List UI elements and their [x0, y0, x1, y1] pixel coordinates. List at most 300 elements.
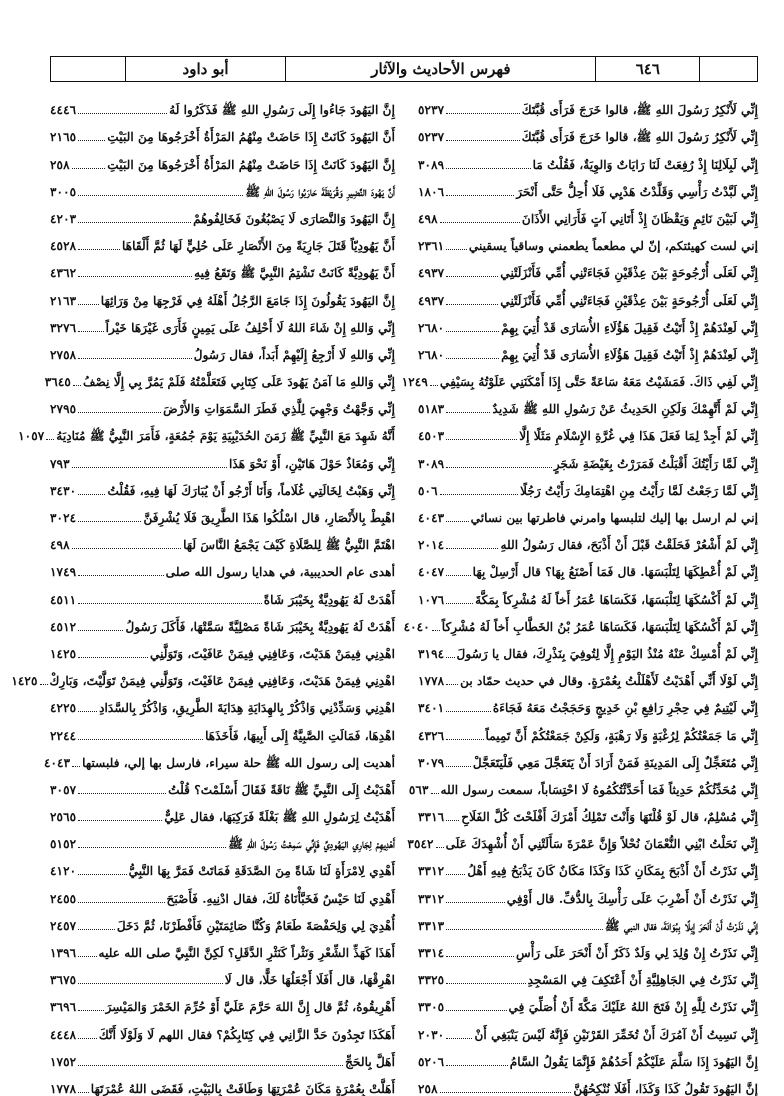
entry-text: أَهْدَيْتُ إِلَى النَّبِيِّ ﷺ نَاقَةً فَقَالَ أَسْلَمْتَ؟ قُلْتُ — [168, 782, 395, 797]
leader-dots — [446, 929, 603, 930]
entry-number: ٥٢٠٦ — [418, 1054, 445, 1069]
leader-dots — [78, 1010, 103, 1011]
entry-text: إني لست كهيئتكم، إنّ لي مطعماً يطعمني وساقياً يسقيني — [468, 239, 758, 254]
leader-dots — [446, 140, 520, 141]
entry-text: أَنَّ يَهُودِيَّةً كَانَتْ تَشْتِمُ النَّبِيَّ ﷺ وَتَقَعُ فِيهِ — [194, 266, 395, 281]
leader-dots — [446, 902, 505, 903]
leader-dots — [78, 657, 148, 658]
index-entry — [418, 226, 758, 253]
leader-dots — [40, 684, 48, 685]
leader-dots — [446, 766, 471, 767]
index-entry — [418, 797, 758, 824]
entry-text: إِنِّي لَمْ أَتَّهِمْكَ وَلَكِنِ الحَدِيثُ عَنْ رَسُولِ اللهِ ﷺ شَدِيدٌ — [492, 402, 758, 417]
leader-dots — [78, 711, 97, 712]
entry-text: إِنِّي لَأَنْكِرُ رَسُولَ اللهِ ﷺ، قالوا خَرَجَ فَرَأَى قُبَّتَكَ — [521, 130, 758, 145]
index-entry — [418, 1042, 758, 1069]
entry-number: ١٧٧٨ — [50, 1081, 77, 1096]
leader-dots — [440, 1092, 572, 1093]
entry-text: إني لم ارسل بها إليك لتلبسها وامرني فاطرتها بين نسائي — [470, 511, 758, 525]
entry-text: إِنِّي لَعِنْدَهُمْ إِذْ أَتَيْتُ فَقِيلَ هَؤُلَاءِ الأُسَارَى قَدْ أُتِيَ بِهِمْ — [501, 320, 758, 335]
entry-text: إِنِّي وَجَّهْتُ وَجْهِيَ لِلَّذِي فَطَرَ السَّمَوَاتِ وَالأَرْضَ — [163, 402, 395, 417]
index-entry — [418, 144, 758, 171]
leader-dots — [78, 739, 203, 740]
entry-number: ٢١٦٣ — [50, 293, 77, 308]
entry-text: إِنِّي لَعَلَى أُرْجُوحَةٍ بَيْنَ عِذْقَيْنِ فَجَاءَتْنِي أُمِّي فَأَنْزَلَتْنِي — [500, 266, 758, 281]
index-entry — [50, 471, 395, 498]
entry-text: اهْدِهَا، فَمَالَتِ الصَّبِيَّةُ إِلَى أَبِيهَا، فَأَخَذَهَا — [205, 728, 395, 743]
leader-dots — [446, 1065, 508, 1066]
entry-text: إِنِّي لَمْ أَكْسُكَهَا لِتَلْبَسَهَا، فَكَسَاهَا عُمَرُ أَخاً لَهُ مُشْرِكاً بِمَكَّةَ — [475, 592, 758, 607]
index-entry — [44, 362, 395, 390]
entry-text: أَهْدَيْتُ لِرَسُولِ اللهِ ﷺ بَغْلَةً فَرَكِبَهَا، فقال عَلِيٌّ — [164, 810, 395, 825]
leader-dots — [446, 168, 530, 169]
index-entry — [50, 906, 395, 933]
leader-dots — [78, 521, 141, 522]
index-entry — [50, 280, 395, 307]
left-column — [11, 90, 395, 1096]
entry-number: ٤٥٠٣ — [418, 429, 445, 444]
index-entry — [18, 416, 395, 444]
entry-text: إِنِّي مُحَدِّثُكُمْ حَدِيثاً فَمَا أَحَدَّثْتُكُمُوهُ لَا احْتِسَاباً، سمعت رسول الله — [440, 782, 758, 797]
index-entry — [418, 579, 758, 606]
entry-number: ٥١٥٢ — [50, 837, 77, 852]
entry-number: ٣١٩٤ — [418, 646, 445, 661]
index-entry — [418, 634, 758, 661]
entry-text: إِنِّي لَمْ أَجِدْ لِمَا فَعَلَ هَذَا فِي غُرَّةِ الإِسْلَامِ مَثَلًا إِلَّا — [519, 429, 758, 444]
leader-dots — [446, 439, 517, 440]
index-entry — [50, 797, 395, 824]
entry-number: ٤٠٤٣ — [418, 511, 445, 525]
entry-number: ٢٧٥٨ — [50, 347, 77, 362]
index-entry — [418, 172, 758, 199]
entry-number: ٢٧٩٥ — [50, 402, 77, 417]
entry-number: ٥٢٣٧ — [418, 103, 445, 118]
entry-text: اهْتَمَّ النَّبِيُّ ﷺ لِلصَّلَاةِ كَيْفَ يَجْمَعُ النَّاسَ لَهَا — [183, 538, 395, 553]
entry-number: ٤٩٣٧ — [418, 293, 445, 308]
entry-number: ٣٣١٣ — [418, 918, 445, 933]
index-entry — [418, 471, 758, 498]
entry-number: ٤٩٣٧ — [418, 266, 445, 281]
entry-text: إِنَّ اليَهُودَ وَالنَّصَارَى لَا يَصْبُغُونَ فَخَالِفُوهُمْ — [193, 211, 395, 226]
index-entry — [50, 90, 395, 117]
index-entry — [50, 987, 395, 1014]
index-entry — [418, 987, 758, 1014]
entry-text: أَهَلَّ بِالحَجِّ — [345, 1054, 395, 1069]
entry-number: ٣٦٩٦ — [50, 1000, 77, 1015]
leader-dots — [78, 276, 192, 277]
entry-number: ٤٩٨ — [418, 211, 438, 226]
entry-text: إِنِّي وَمُعَاذٌ حَوْلَ هَاتَيْنِ، أَوْ نَحْوَ هَذَا — [229, 456, 395, 471]
entry-number: ٧٩٣ — [50, 456, 70, 471]
index-entry — [418, 552, 758, 579]
index-entry — [50, 715, 395, 742]
leader-dots — [446, 1038, 472, 1039]
leader-dots — [78, 575, 163, 576]
index-entry — [50, 607, 395, 634]
entry-number: ٣٦٤٥ — [44, 375, 71, 390]
header-right-margin — [51, 57, 125, 81]
entry-number: ٤٤٤٦ — [50, 103, 77, 118]
entry-text: أَهْرِيقُوهُ، ثُمَّ قال إِنَّ اللهَ حَرَّمَ عَلَيَّ أَوْ حُرِّمَ الخَمْرَ وَالمَيْسِرَ — [105, 1000, 395, 1015]
leader-dots — [446, 521, 468, 522]
leader-dots — [436, 847, 444, 848]
entry-text: أهديت إلى رسول الله ﷺ حلة سيراء، فارسل بها إلي، فلبستها — [82, 755, 395, 770]
leader-dots — [446, 412, 490, 413]
entry-text: إِنِّي نَذَرْتُ أَنْ أَنْحَرَ إِبِلًا بِبُوَانَةَ، فقال النبي ﷺ — [604, 918, 758, 933]
index-entry — [50, 253, 395, 280]
leader-dots — [78, 249, 120, 250]
right-column — [401, 90, 758, 1096]
leader-dots — [78, 494, 105, 495]
leader-dots — [72, 766, 80, 767]
leader-dots — [446, 657, 454, 658]
entry-number: ١٠٧٦ — [418, 592, 445, 607]
entry-number: ٣٠٠٥ — [50, 184, 77, 199]
entry-text: اهْدِنِي وَسَدِّدْنِي وَاذْكُرْ بِالهِدَايَةِ هِدَايَةَ الطَّرِيقِ، وَاذْكُرْ بِالسَّدَادِ — [99, 701, 395, 716]
leader-dots — [78, 820, 162, 821]
entry-number: ٥١٨٣ — [418, 402, 445, 417]
leader-dots — [446, 575, 470, 576]
leader-dots — [446, 983, 525, 984]
index-entry — [418, 851, 758, 878]
entry-text: إِنِّي وَاللهِ مَا آمَنُ يَهُودَ عَلَى كِتَابِي فَتَعَلَّمْتُهُ فَلَمْ يَمُرَّ بِي إِلَّا نِصْفُ — [82, 375, 395, 390]
page-number: ٦٤٦ — [595, 57, 699, 81]
entry-number: ٢٥٦٥ — [50, 810, 77, 825]
entry-number: ٣٣١٦ — [418, 810, 445, 825]
entry-text: أُهْدِيَ لِي وَلِحَفْصَةَ طَعَامٌ وَكُنَّا صَائِمَتَيْنِ فَأَفْطَرْنَا، ثُمَّ دَخَلَ — [116, 918, 395, 933]
entry-number: ٢٠١٤ — [418, 538, 445, 553]
entry-number: ٣٠٨٩ — [418, 157, 445, 172]
entry-text: إِنِّي مَا جَمَعْتُكُمْ لِرُغْبَةٍ وَلَا رَهْبَةٍ، وَلَكِنْ جَمَعْتُكُمْ أَنَّ تَمِيماً — [485, 728, 758, 743]
entry-number: ٤٢٢٥ — [50, 701, 77, 716]
entry-number: ٣٠٥٧ — [50, 782, 77, 797]
index-entry — [418, 1014, 758, 1041]
leader-dots — [73, 385, 81, 386]
leader-dots — [446, 874, 465, 875]
header-left-margin — [699, 57, 757, 81]
entry-text: أَهَكَذَا تَجِدُونَ حَدَّ الزَّانِي فِي كِتَابِكُمْ؟ فقال اللهم لَا وَلَوْلَا أَنَّكَ — [98, 1027, 395, 1042]
entry-number: ٣٢٧٦ — [50, 320, 77, 335]
index-entry — [418, 280, 758, 307]
entry-text: إِنِّي لَمَّا رَجَعْتُ لَمَّا رَأَيْتُ مِنِ اهْتِمَامِكَ رَأَيْتُ رَجُلًا — [520, 483, 758, 498]
leader-dots — [446, 113, 520, 114]
entry-number: ٣٣١٤ — [418, 946, 445, 960]
entry-number: ١٨٠٦ — [418, 184, 445, 199]
entry-number: ٤٣٦٢ — [50, 266, 77, 281]
entry-text: إِنِّي لَعَلَى أُرْجُوحَةٍ بَيْنَ عِذْقَيْنِ فَجَاءَتْنِي أُمِّي فَأَنْزَلَتْنِي — [500, 293, 758, 308]
leader-dots — [78, 222, 191, 223]
leader-dots — [78, 358, 192, 359]
entry-text: إِنِّي لَمْ أُعْطِكَهَا لِتَلْبَسَهَا. قال فَمَا أَصْنَعُ بِهَا؟ قال أَرْسِلْ بِهَا — [472, 565, 758, 580]
entry-text: أَهْدَتْ لَهُ يَهُودِيَّةٌ بِخَيْبَرَ شَاةً مَصْلِيَّةً سَمَّتْهَا، فَأَكَلَ رَسُولُ — [125, 619, 395, 634]
entry-text: إِنَّ اليَهُودَ يَقُولُونَ إِذَا جَامَعَ الرَّجُلُ أَهْلَهُ فِي فَرْجِهَا مِنْ وَرَائِهَا — [100, 293, 395, 308]
index-entry — [418, 90, 758, 117]
entry-text: إِنِّي نَذَرْتُ فِي الجَاهِلِيَّةِ أَنْ أَعْتَكِفَ فِي المَسْجِدِ — [527, 973, 758, 988]
entry-text: إِنَّ اليَهُودَ تَقُولُ كَذَا وَكَذَا، أَفَلَا نُنْكِحُهُنَّ — [573, 1081, 758, 1096]
index-entry — [418, 389, 758, 416]
index-entry — [418, 253, 758, 280]
leader-dots — [430, 385, 438, 386]
index-entry — [418, 416, 758, 443]
entry-number: ٤١٢٠ — [50, 864, 77, 879]
entry-number: ٥٢٣٧ — [418, 130, 445, 145]
entry-number: ٣٠٨٩ — [418, 456, 445, 471]
index-entry — [50, 172, 395, 199]
entry-number: ٣٣١٢ — [418, 891, 445, 906]
entry-text: إِنِّي نَذَرْتُ لِلَّهِ إِنْ فَتَحَ اللهُ عَلَيْكَ مَكَّةَ أَنْ أُصَلِّيَ فِي — [508, 1000, 758, 1015]
entry-number: ١٧٤٩ — [50, 565, 77, 580]
index-entry — [418, 1069, 758, 1096]
index-entry — [418, 199, 758, 226]
entry-text: اهْرِقْهَا، قال أَفَلَا أَجْعَلُهَا خَلًّا، قال لَا — [224, 973, 395, 988]
leader-dots — [446, 195, 514, 196]
index-entry — [50, 199, 395, 226]
entry-number: ٣٣١٢ — [418, 864, 445, 879]
entry-text: أَنَّ يَهُودِيّاً قَتَلَ جَارِيَةً مِنَ الأَنْصَارِ عَلَى حُلِيٍّ لَهَا ثُمَّ أَلْقَاهَا — [122, 239, 395, 254]
leader-dots — [446, 1010, 506, 1011]
entry-text: إِنَّ اليَهُودَ كَانَتْ إِذَا حَاضَتْ مِنْهُمُ المَرْأَةُ أَخْرَجُوهَا مِنَ البَيْتِ — [107, 157, 395, 172]
entry-text: اهْبِطْ بِالأَنْصَارِ، قال اسْلُكُوا هَذَا الطَّرِيقَ فَلَا يُشْرِفَنَّ — [143, 511, 395, 525]
entry-number: ٢٦٨٠ — [418, 320, 445, 335]
entry-number: ٣٥٤٢ — [407, 837, 434, 852]
leader-dots — [446, 820, 459, 821]
leader-dots — [78, 603, 262, 604]
entry-number: ٢٥٨ — [50, 157, 70, 172]
entry-text: اهْدِنِي فِيمَنْ هَدَيْتَ، وَعَافِنِي فِيمَنْ عَافَيْتَ، وَتَوَلَّنِي — [149, 646, 395, 661]
entry-number: ٥٦٣ — [408, 782, 429, 797]
entry-number: ٤٣٢٦ — [418, 728, 445, 743]
index-entry — [50, 933, 395, 960]
leader-dots — [72, 548, 181, 549]
entry-text: إِنِّي مُتَعَجِّلٌ إِلَى المَدِينَةِ فَمَنْ أَرَادَ أَنْ يَتَعَجَّلَ مَعِي فَلْيَتَعَجَّلْ — [472, 755, 758, 770]
index-entry — [418, 688, 758, 715]
entry-text: إِنِّي لَبِلَالِنَا إِذْ رُفِعَتْ لَنَا رَايَاتٌ وَالوِيَةٌ، فَقُلْتُ مَا — [532, 157, 758, 172]
leader-dots — [72, 168, 106, 169]
entry-text: أَهْدِيهِمْ لِجَارِي اليَهُودِيِّ فَإِنِّي سَمِعْتُ رَسُولَ اللهِ ﷺ — [228, 837, 395, 852]
leader-dots — [78, 140, 105, 141]
entry-text: إِنَّ اليَهُودَ جَاءُوا إِلَى رَسُولِ اللهِ ﷺ فَذَكَرُوا لَهُ — [169, 103, 395, 118]
entry-text: إِنِّي نَذَرْتُ أَنْ أَذْبَحَ بِمَكَانِ كَذَا وَكَذَا مَكَانٌ كَانَ يَذْبَحُ فِيهِ أَهْلُ — [467, 864, 758, 879]
entry-number: ٣٠٢٤ — [50, 511, 77, 525]
index-entry — [50, 144, 395, 171]
leader-dots — [78, 412, 161, 413]
entry-number: ١٠٥٧ — [18, 429, 45, 444]
entry-text: إِنِّي نَحَلْتُ ابْنِي النُّعْمَانَ نُحْلاً وَإِنَّ عَمْرَةَ سَأَلَتْنِي أَنْ أُشْهِدَكَ عَلَى — [445, 837, 758, 852]
leader-dots — [446, 276, 498, 277]
leader-dots — [78, 847, 226, 848]
entry-text: أَنَّهُ شَهِدَ مَعَ النَّبِيِّ ﷺ زَمَنَ الحُدَيْبِيَةِ يَوْمَ جُمُعَةٍ، فَأَمَرَ النَّبِيُّ ﷺ مُنَادِيَهُ — [56, 429, 395, 444]
leader-dots — [78, 1065, 343, 1066]
entry-number: ٣٤٠١ — [418, 701, 445, 716]
index-title: فهرس الأحاديث والآثار — [285, 57, 595, 81]
leader-dots — [78, 113, 167, 114]
entry-number: ١٧٧٨ — [418, 674, 445, 689]
leader-dots — [78, 630, 123, 631]
entry-text: إِنِّي لَمْ أُمْسِكْ عَنْهُ مُنْذُ اليَوْمِ إِلَّا لِتُوفِيَ بِنَذْرِكَ، فقال يا رَسُولَ — [456, 646, 758, 661]
index-entry — [50, 824, 395, 851]
entry-number: ٣٣٠٥ — [418, 1000, 445, 1015]
index-entry — [418, 498, 758, 525]
entry-number: ٤٠٤٣ — [43, 755, 71, 770]
leader-dots — [446, 304, 498, 305]
entry-number: ١٤٢٥ — [11, 674, 38, 689]
index-entry — [418, 117, 758, 144]
entry-text: أَهَذَا كَهَذِّ الشِّعْرِ وَنَثْراً كَنَثْرِ الدَّقَلِ؟ لَكِنَّ النَّبِيَّ صلى الله عليه — [98, 946, 395, 960]
entry-number: ٢٠٣٠ — [418, 1027, 445, 1042]
entry-number: ٢٢٤٤ — [50, 728, 77, 743]
entry-number: ٣٠٧٩ — [418, 755, 445, 770]
entry-number: ١٣٩٦ — [50, 946, 77, 960]
index-entry — [418, 715, 758, 742]
leader-dots — [72, 467, 227, 468]
entry-text: إِنِّي لَمْ أَكْسُكَهَا لِتَلْبَسَهَا، فَكَسَاهَا عُمَرُ بْنُ الخَطَّابِ أَخاً لَهُ مُشْرِكاً — [441, 619, 758, 634]
index-entry — [50, 688, 395, 715]
leader-dots — [446, 711, 491, 712]
entry-text: أَهَلَّتْ بِعُمْرَةٍ مَكَانَ عُمْرَتِهَا وَطَافَتْ بِالبَيْتِ، فَقَضَى اللهُ عُمْرَتَهَا — [90, 1081, 395, 1096]
index-entry — [418, 906, 758, 933]
entry-number: ٢٤٥٥ — [50, 891, 77, 906]
leader-dots — [446, 358, 499, 359]
entry-text: أَهْدِي لِامْرَأَةٍ لَنَا شَاةً مِنَ الصَّدَقَةِ فَمَاتَتْ فَمَرَّ بِهَا النَّبِيُّ — [128, 864, 395, 879]
entry-number: ٤٥١١ — [50, 592, 77, 607]
entry-number: ٢٦٨٠ — [418, 347, 445, 362]
index-entry — [50, 226, 395, 253]
entry-number: ٤٩٨ — [50, 538, 70, 553]
leader-dots — [78, 874, 126, 875]
entry-text: إِنِّي لَعِنْدَهُمْ إِذْ أَتَيْتُ فَقِيلَ هَؤُلَاءِ الأُسَارَى قَدْ أُتِيَ بِهِمْ — [501, 347, 758, 362]
entry-number: ٣٣٢٥ — [418, 973, 445, 988]
index-entry — [11, 661, 395, 689]
leader-dots — [446, 684, 458, 685]
index-entry — [418, 661, 758, 688]
index-entry — [50, 335, 395, 362]
entry-number: ٤٥٢٨ — [50, 239, 77, 254]
entry-number: ٤٥١٢ — [50, 619, 77, 634]
entry-text: أَهْدَتْ لَهُ يَهُودِيَّةٌ بِخَيْبَرَ شَاةً — [263, 592, 395, 607]
index-entry — [418, 960, 758, 987]
index-entry — [50, 1014, 395, 1041]
leader-dots — [78, 902, 164, 903]
leader-dots — [78, 195, 243, 196]
entry-text: إِنِّي نَسِيتُ أَنْ آمُرَكَ أَنْ تُخَمِّرَ القَرْنَيْنِ فَإِنَّهُ لَيْسَ يَنْبَغِي أَنْ — [474, 1027, 758, 1042]
entry-number: ١٤٢٥ — [50, 646, 77, 661]
entry-text: اهْدِنِي فِيمَنْ هَدَيْتَ، وَعَافِنِي فِيمَنْ عَافَيْتَ، وَتَوَلَّنِي فِيمَنْ تَوَلَّيْتَ، وَبَارِكْ — [49, 674, 395, 689]
page-header — [50, 56, 758, 82]
index-entry — [50, 498, 395, 525]
index-entry — [43, 743, 395, 770]
index-entry — [50, 443, 395, 470]
entry-text: أهدى عام الحديبية، في هدايا رسول الله صلى — [165, 565, 395, 580]
leader-dots — [78, 1092, 89, 1093]
entry-text: إِنِّي لَمَّا رَأَيْتُكَ أَقْبَلْتُ فَمَرَرْتُ بِغَيْضَةِ شَجَرٍ — [553, 456, 758, 471]
entry-text: إِنِّي لَفِي ذَاكَ. فَمَشَيْتُ مَعَهُ سَاعَةً حَتَّى إِذَا أَمْكَنَنِي عَلَوْتُهُ بِسَيْفِي — [439, 375, 758, 390]
index-entry — [50, 960, 395, 987]
entry-text: أَنَّ يَهُودَ النَّضِيرِ وَقُرَيْظَةَ حَارَبُوا رَسُولَ اللهِ ﷺ — [245, 184, 395, 199]
leader-dots — [432, 630, 440, 631]
leader-dots — [78, 929, 115, 930]
entry-text: أَهْدِي لَنَا حَيْسٌ فَخَبَّأْنَاهُ لَكَ، فقال ادْنِيهِ. فَأَصْبَحَ — [166, 891, 395, 906]
entry-text: إِنِّي لَوْلَا أَنِّي أَهْدَيْتُ لَأَهْلَلْتُ بِعُمْرَةٍ. وقال في حديث حمّاد بن — [460, 674, 758, 689]
index-entry — [418, 443, 758, 470]
index-entry — [408, 770, 758, 797]
entry-number: ٥٠٦ — [418, 483, 438, 498]
entry-number: ١٧٥٢ — [50, 1054, 77, 1069]
entry-text: إِنِّي لَبَّدْتُ رَأْسِي وَقَلَّدْتُ هَدْيِي فَلَا أُحِلُّ حَتَّى أَنْحَرَ — [516, 184, 758, 199]
entry-number: ٢١٦٥ — [50, 130, 77, 145]
index-entry — [418, 933, 758, 960]
entry-text: إِنِّي نَذَرْتُ أَنْ أَضْرِبَ عَلَى رَأْسِكَ بِالدُّفِّ. قال أَوْفِي — [506, 891, 758, 906]
entry-number: ٤٢٠٣ — [50, 211, 77, 226]
entry-number: ٢٥٨ — [418, 1081, 438, 1096]
entry-text: إِنِّي وَاللهِ إِنْ شَاءَ اللهُ لَا أَحْلِفُ عَلَى يَمِينٍ فَأَرَى غَيْرَهَا خَيْراً — [105, 320, 395, 335]
entry-text: إِنِّي لَبَيْنَ نَائِمٍ وَيَقْظَانَ إِذْ أَتَانِي آتٍ فَأَرَانِي الأَذَانَ — [521, 211, 758, 226]
entry-text: إِنِّي وَهَبْتُ لِخَالَتِي غُلَاماً، وَأَنَا أَرْجُو أَنْ يُبَارَكَ لَهَا فِيهِ، فَقُلْتُ — [107, 483, 395, 498]
index-entry — [50, 770, 395, 797]
index-entry — [418, 335, 758, 362]
entry-number: ٣٦٧٥ — [50, 973, 77, 988]
leader-dots — [440, 222, 520, 223]
index-entry — [50, 117, 395, 144]
index-entry — [401, 362, 758, 390]
index-entry — [418, 308, 758, 335]
entry-number: ١٢٤٩ — [401, 375, 428, 390]
leader-dots — [446, 739, 483, 740]
index-entry — [50, 389, 395, 416]
index-entry — [50, 878, 395, 905]
leader-dots — [78, 793, 166, 794]
index-entry — [50, 308, 395, 335]
entry-number: ٤٠٤٠ — [403, 619, 430, 634]
leader-dots — [446, 603, 473, 604]
leader-dots — [78, 956, 96, 957]
leader-dots — [440, 494, 518, 495]
index-entry — [50, 1069, 395, 1096]
entry-text: إِنِّي نَذَرْتُ إِنْ وُلِدَ لِي وَلَدٌ ذَكَرٌ أَنْ أَنْحَرَ عَلَى رَأْسِ — [516, 946, 758, 960]
book-name: أبو داود — [125, 57, 286, 81]
leader-dots — [78, 331, 103, 332]
entry-number: ٢٣٦١ — [418, 239, 445, 254]
entry-number: ٢٤٥٧ — [50, 918, 77, 933]
leader-dots — [446, 249, 467, 250]
index-entry — [418, 525, 758, 552]
entry-number: ٣٤٣٠ — [50, 483, 77, 498]
leader-dots — [446, 467, 552, 468]
entry-text: إِنَّ اليَهُودَ إِذَا سَلَّمَ عَلَيْكُمْ أَحَدُهُمْ فَإِنَّمَا يَقُولُ السَّامُ — [509, 1054, 758, 1069]
leader-dots — [446, 331, 499, 332]
index-entry — [50, 525, 395, 552]
leader-dots — [78, 983, 223, 984]
index-entry — [50, 579, 395, 606]
leader-dots — [78, 304, 99, 305]
leader-dots — [446, 548, 498, 549]
entry-text: أَنَّ اليَهُودَ كَانَتْ إِذَا حَاضَتْ مِنْهُمُ المَرْأَةُ أَخْرَجُوهَا مِنَ البَيْتِ — [107, 130, 395, 145]
index-entry — [403, 607, 758, 634]
index-entry — [50, 552, 395, 579]
entry-text: إِنِّي وَاللهِ لَا أَرْجِعُ إِلَيْهِمْ أَبَداً، فقال رَسُولُ — [193, 347, 395, 362]
entry-text: إِنِّي لَيْتِيمٌ فِي حِجْرِ رَافِعِ بْنِ خَدِيجٍ وَحَجَجْتُ مَعَهُ فَجَاءَهُ — [492, 701, 758, 716]
index-entry — [50, 634, 395, 661]
entry-number: ٤٤٤٨ — [50, 1027, 77, 1042]
entry-text: إِنِّي لَمْ أَشْعُرْ فَحَلَقْتُ قَبْلَ أَنْ أَذْبَحَ، فقال رَسُولُ اللهِ — [500, 538, 758, 553]
index-entry — [418, 878, 758, 905]
index-entry — [50, 851, 395, 878]
entry-text: إِنِّي لَأَنْكِرُ رَسُولَ اللهِ ﷺ، قالوا خَرَجَ فَرَأَى قُبَّتَكَ — [521, 103, 758, 118]
entry-text: إِنِّي مُسْلِمٌ، قال لَوْ قُلْتَهَا وَأَنْتَ تَمْلِكُ أَمْرَكَ أَفْلَحْتَ كُلَّ الفَلَاحِ — [461, 810, 758, 825]
leader-dots — [78, 1038, 97, 1039]
leader-dots — [46, 439, 54, 440]
index-entry — [50, 1042, 395, 1069]
index-entry — [407, 824, 758, 852]
